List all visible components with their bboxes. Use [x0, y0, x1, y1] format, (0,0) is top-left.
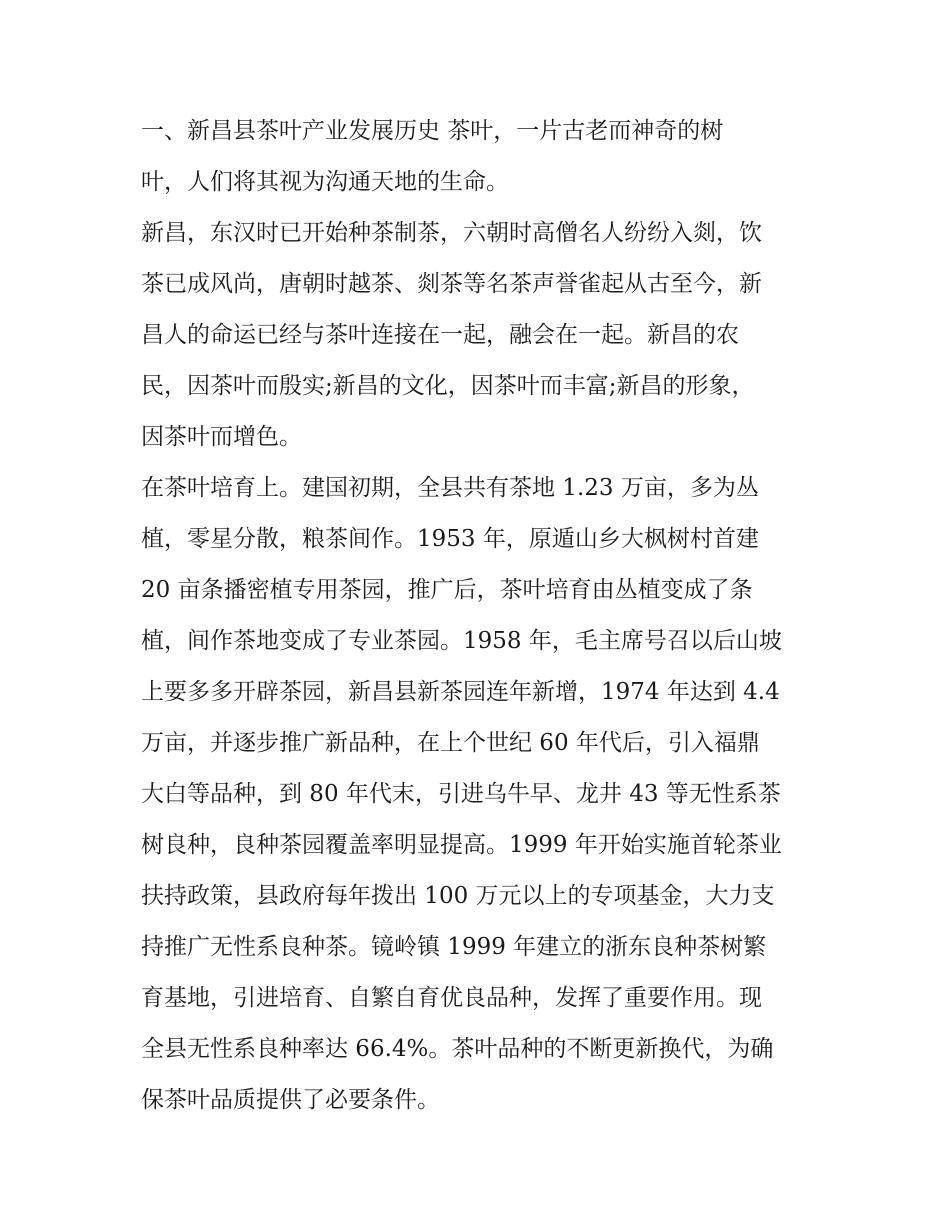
- text-line: 一、新昌县茶叶产业发展历史 茶叶，一片古老而神奇的树: [141, 118, 724, 144]
- text-line: 叶，人们将其视为沟通天地的生命。: [141, 169, 509, 195]
- text-line: 全县无性系良种率达 66.4%。茶叶品种的不断更新换代，为确: [141, 1036, 774, 1062]
- text-line: 扶持政策，县政府每年拨出 100 万元以上的专项基金，大力支: [141, 883, 775, 909]
- text-line: 万亩，并逐步推广新品种，在上个世纪 60 年代后，引入福鼎: [141, 730, 760, 756]
- paragraph-history-title: [141, 106, 813, 208]
- paragraph-xinchang-tea-culture: [141, 208, 813, 463]
- text-line: 育基地，引进培育、自繁自育优良品种，发挥了重要作用。现: [141, 985, 762, 1011]
- text-line: 植，间作茶地变成了专业茶园。1958 年，毛主席号召以后山坡: [141, 628, 782, 654]
- paragraph-tea-cultivation: [141, 463, 813, 1126]
- text-line: 植，零星分散，粮茶间作。1953 年，原遁山乡大枫树村首建: [141, 526, 759, 552]
- document-body: [141, 106, 813, 1126]
- text-line: 大白等品种，到 80 年代末，引进乌牛早、龙井 43 等无性系茶: [141, 781, 781, 807]
- text-line: 保茶叶品质提供了必要条件。: [141, 1087, 440, 1113]
- text-line: 新昌，东汉时已开始种茶制茶，六朝时高僧名人纷纷入剡，饮: [141, 220, 762, 246]
- text-line: 茶已成风尚，唐朝时越茶、剡茶等名茶声誉雀起从古至今，新: [141, 271, 762, 297]
- text-line: 在茶叶培育上。建国初期，全县共有茶地 1.23 万亩，多为丛: [141, 475, 759, 501]
- text-line: 上要多多开辟茶园，新昌县新茶园连年新增，1974 年达到 4.4: [141, 679, 780, 705]
- text-line: 树良种，良种茶园覆盖率明显提高。1999 年开始实施首轮茶业: [141, 832, 782, 858]
- text-line: 持推广无性系良种茶。镜岭镇 1999 年建立的浙东良种茶树繁: [141, 934, 767, 960]
- text-line: 因茶叶而增色。: [141, 424, 302, 450]
- text-line: 民，因茶叶而殷实;新昌的文化，因茶叶而丰富;新昌的形象，: [141, 373, 755, 399]
- text-line: 昌人的命运已经与茶叶连接在一起，融会在一起。新昌的农: [141, 322, 739, 348]
- text-line: 20 亩条播密植专用茶园，推广后，茶叶培育由丛植变成了条: [141, 577, 753, 603]
